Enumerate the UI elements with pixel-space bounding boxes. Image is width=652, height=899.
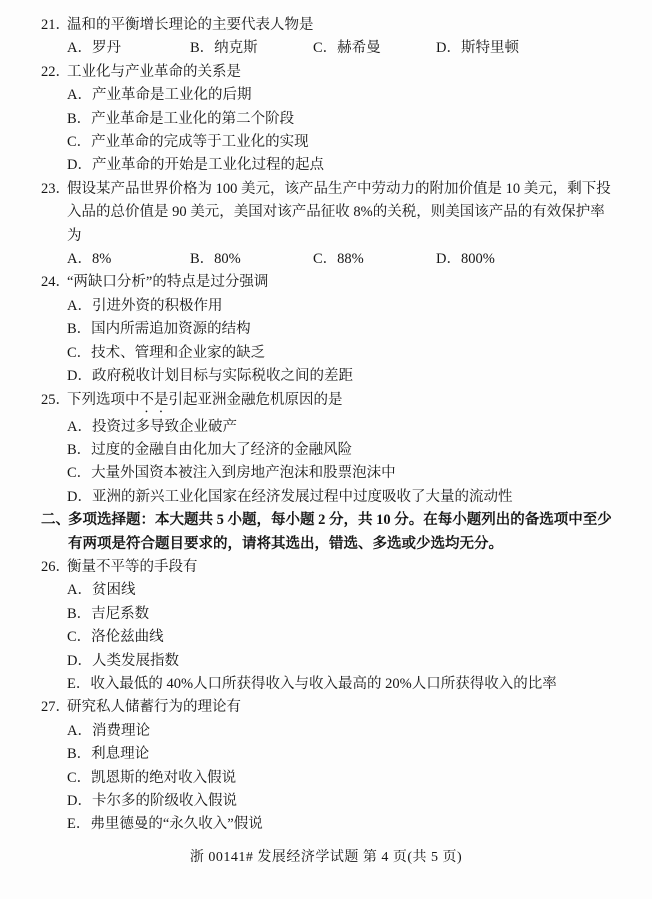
option xyxy=(436,248,614,271)
page-footer: 浙 00141# 发展经济学试题 第 4 页(共 5 页) xyxy=(189,850,463,865)
option-label: C． xyxy=(67,465,92,482)
options-stacked xyxy=(41,84,614,178)
options-stacked xyxy=(41,416,614,510)
question-number: 25． xyxy=(41,391,70,408)
option-text: 政府税收计划目标与实际税收之间的差距 xyxy=(91,368,353,385)
option xyxy=(41,108,614,131)
question-number: 21． xyxy=(41,17,70,33)
question-number: 27． xyxy=(41,699,70,716)
option-label: D． xyxy=(436,251,461,268)
option-text: 过度的金融自由化加大了经济的金融风险 xyxy=(91,441,353,458)
option-label: B． xyxy=(67,110,92,127)
option-text: 国内所需追加资源的结构 xyxy=(91,321,251,338)
option xyxy=(41,579,614,602)
section-text: 多项选择题：本大题共 5 小题，每小题 2 分，共 10 分。在每小题列出的备选项中至少有两项是符合题目要求的，请将其选出，错选、多选或少选均无分。 xyxy=(68,512,612,552)
question-stem-line xyxy=(41,61,614,84)
option-text: 赫希曼 xyxy=(337,40,381,57)
option-text: 产业革命的完成等于工业化的实现 xyxy=(91,134,309,151)
question-stem xyxy=(67,17,314,33)
question xyxy=(41,61,614,178)
option-text: 吉尼系数 xyxy=(91,605,150,622)
option-text: 纳克斯 xyxy=(214,40,258,57)
option xyxy=(41,603,614,626)
option xyxy=(41,767,614,790)
stem-emphasized-text: 不是 xyxy=(139,391,169,408)
question xyxy=(41,271,614,388)
option-text: 利息理论 xyxy=(91,746,150,763)
option xyxy=(190,248,313,271)
option-label: A． xyxy=(67,87,92,104)
option-label: C． xyxy=(67,769,92,786)
option-text: 罗丹 xyxy=(91,40,121,57)
option-label: B． xyxy=(190,40,215,57)
question-stem-line xyxy=(41,696,614,719)
option-text: 产业革命是工业化的第二个阶段 xyxy=(91,110,295,127)
option-label: E． xyxy=(67,816,91,833)
option xyxy=(41,318,614,341)
question xyxy=(41,178,614,272)
option-label: A． xyxy=(67,722,92,739)
option xyxy=(41,720,614,743)
option-label: C． xyxy=(313,251,338,268)
option-label: D． xyxy=(436,40,461,57)
option xyxy=(41,342,614,365)
stem-text: 温和的平衡增长理论的主要代表人物是 xyxy=(67,17,314,33)
option-label: D． xyxy=(67,793,92,809)
option-text: 凯恩斯的绝对收入假说 xyxy=(91,769,237,786)
option-text: 产业革命的开始是工业化过程的起点 xyxy=(91,157,324,174)
stem-text: 下列选项中 xyxy=(67,391,140,408)
option-label: B． xyxy=(67,441,92,458)
option-label: A． xyxy=(67,582,92,599)
option-text: 亚洲的新兴工业化国家在经济发展过程中过度吸收了大量的流动性 xyxy=(91,488,513,505)
option-label: A． xyxy=(67,297,92,314)
option-label: C． xyxy=(67,344,92,361)
question-stem xyxy=(67,64,241,80)
option xyxy=(41,462,614,485)
option-text: 贫困线 xyxy=(91,582,136,599)
option-text: 斯特里顿 xyxy=(460,40,519,57)
question xyxy=(41,696,614,836)
question-number: 24． xyxy=(41,274,70,291)
options-stacked xyxy=(41,720,614,837)
option xyxy=(41,416,614,439)
question-stem-line xyxy=(41,14,614,37)
question-number: 23． xyxy=(41,180,70,197)
option xyxy=(41,673,614,696)
exam-body xyxy=(41,14,614,837)
option-label: A． xyxy=(67,418,92,435)
question xyxy=(41,389,614,510)
option xyxy=(190,37,313,60)
option-text: 人类发展指数 xyxy=(91,652,179,669)
section-label: 二、 xyxy=(41,512,70,529)
options-inline xyxy=(41,37,614,60)
option-text: 产业革命是工业化的后期 xyxy=(91,87,252,104)
option-text: 引进外资的积极作用 xyxy=(91,297,223,314)
section-header xyxy=(41,509,614,556)
option xyxy=(67,37,190,60)
option xyxy=(41,650,614,673)
stem-text: 研究私人储蓄行为的理论有 xyxy=(67,699,241,716)
question-stem xyxy=(67,274,268,290)
question xyxy=(41,556,614,696)
question xyxy=(41,14,614,61)
option xyxy=(313,248,436,271)
question-stem-line xyxy=(41,556,614,579)
option xyxy=(41,743,614,766)
question-stem xyxy=(67,181,611,244)
option-text: 800% xyxy=(460,251,495,268)
option xyxy=(41,813,614,836)
option xyxy=(67,248,190,271)
option xyxy=(41,365,614,388)
options-stacked xyxy=(41,295,614,389)
option xyxy=(41,439,614,462)
question-stem xyxy=(67,392,343,408)
option-label: C． xyxy=(67,134,92,151)
option xyxy=(41,295,614,318)
option-text: 弗里德曼的“永久收入”假说 xyxy=(90,816,263,833)
option xyxy=(436,37,614,60)
option-text: 洛伦兹曲线 xyxy=(91,629,164,646)
option xyxy=(41,131,614,154)
option xyxy=(41,486,614,509)
stem-text: 假设某产品世界价格为 100 美元，该产品生产中劳动力的附加价值是 10 美元，剩下投入品的总价值是 90 美元，美国对该产品征收 8%的关税，则美国该产品的有效保护率为 xyxy=(67,180,611,244)
option-text: 技术、管理和企业家的缺乏 xyxy=(91,344,266,361)
option-text: 卡尔多的阶级收入假说 xyxy=(91,793,237,809)
option xyxy=(41,790,614,813)
option-text: 消费理论 xyxy=(91,722,150,739)
option-text: 88% xyxy=(337,251,364,268)
option-label: D． xyxy=(67,488,92,505)
option-label: D． xyxy=(67,368,92,385)
question-number: 26． xyxy=(41,558,70,575)
option-label: D． xyxy=(67,652,92,669)
option-label: B． xyxy=(67,321,92,338)
option-label: B． xyxy=(67,605,92,622)
question-stem xyxy=(67,559,198,575)
option-text: 8% xyxy=(91,251,112,268)
option-text: 80% xyxy=(214,251,241,268)
question-stem-line xyxy=(41,178,614,248)
question-stem-line xyxy=(41,271,614,294)
stem-text: 衡量不平等的手段有 xyxy=(67,558,198,575)
option xyxy=(313,37,436,60)
question-number: 22． xyxy=(41,63,70,80)
options-stacked xyxy=(41,579,614,696)
option-label: B． xyxy=(190,251,215,268)
option-label: C． xyxy=(67,629,92,646)
question-stem xyxy=(67,699,241,715)
option-text: 收入最低的 40%人口所获得收入与收入最高的 20%人口所获得收入的比率 xyxy=(90,675,557,692)
option-label: B． xyxy=(67,746,92,763)
stem-text: 工业化与产业革命的关系是 xyxy=(67,63,241,80)
option-text: 投资过多导致企业破产 xyxy=(91,418,237,435)
option-label: A． xyxy=(67,40,92,57)
options-inline xyxy=(41,248,614,271)
stem-text: “两缺口分析”的特点是过分强调 xyxy=(67,274,269,291)
option xyxy=(41,626,614,649)
option xyxy=(41,84,614,107)
option-label: D． xyxy=(67,157,92,174)
stem-text: 引起亚洲金融危机原因的是 xyxy=(168,391,343,408)
option xyxy=(41,154,614,177)
option-label: C． xyxy=(313,40,338,57)
question-stem-line xyxy=(41,389,614,416)
option-label: E． xyxy=(67,675,91,692)
option-label: A． xyxy=(67,251,92,268)
option-text: 大量外国资本被注入到房地产泡沫和股票泡沫中 xyxy=(91,465,396,482)
